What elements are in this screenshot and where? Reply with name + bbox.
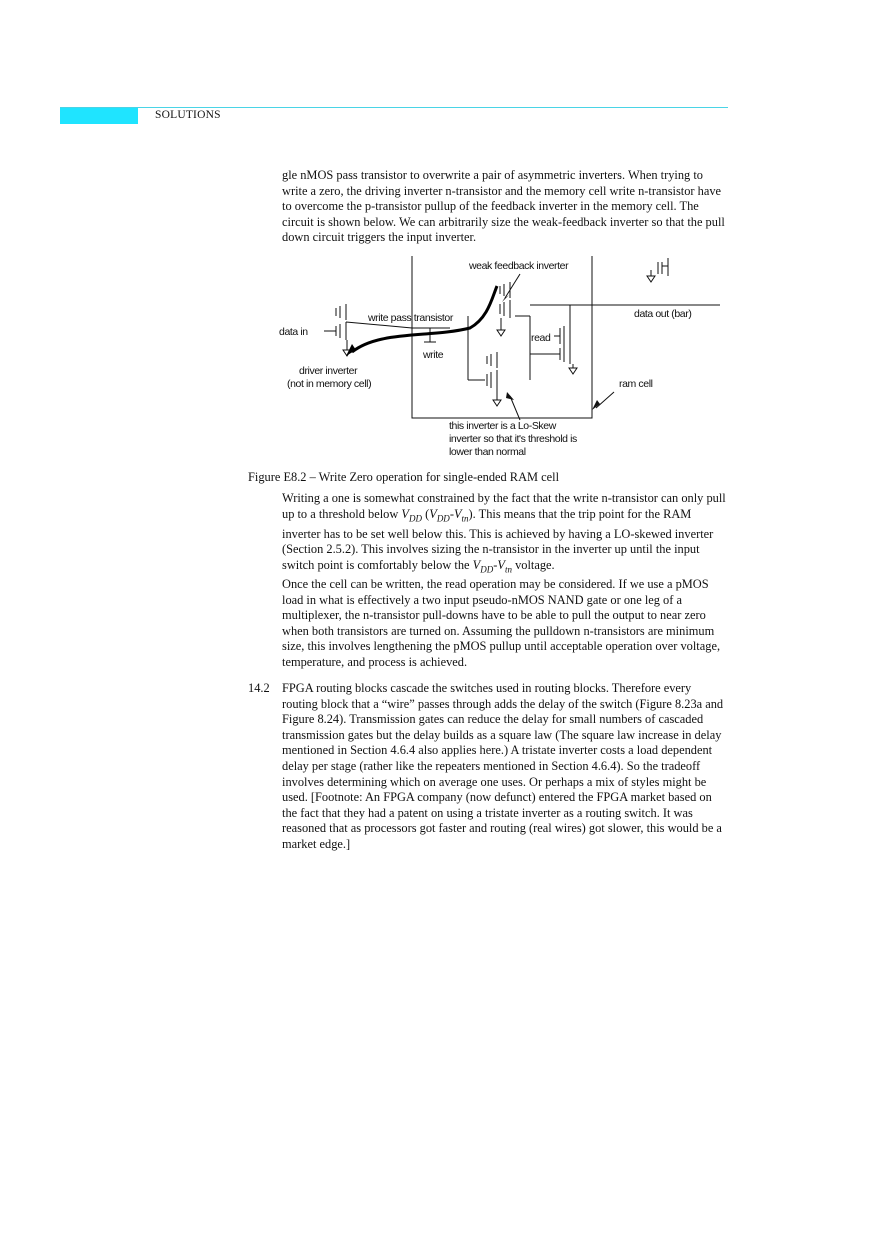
figure-caption: Figure E8.2 – Write Zero operation for single-ended RAM cell [248, 470, 560, 484]
header-rule [60, 107, 728, 108]
label-lo-skew-3: lower than normal [449, 446, 526, 458]
para-read: Once the cell can be written, the read operation may be considered. If we use a pMOS load in what is effectively a two input pseudo-nMOS NAND gate or one leg of a multiplexer, the n-transistor pull-downs have to be able to pull the output to near zero when both transistors are turned on. Assuming the pulldown n-transistors are minimum size, this involves lengthening the pMOS pullup until acceptable operation over voltage, temperature, and process is achieved. [282, 577, 721, 669]
label-read: read [531, 332, 551, 344]
label-write-pass: write pass transistor [368, 312, 453, 324]
label-ram-cell: ram cell [619, 378, 653, 390]
running-header: SOLUTIONS [155, 109, 221, 121]
label-weak-feedback: weak feedback inverter [469, 260, 569, 272]
label-data-in: data in [279, 326, 308, 338]
label-driver-1: driver inverter [299, 365, 358, 377]
item-number: 14.2 [248, 681, 270, 695]
page-number-tab [60, 108, 138, 124]
item-14-2-text: FPGA routing blocks cascade the switches used in routing blocks. Therefore every routing block that a “wire” passes through adds the delay of the switch (Figure 8.23a and Figure 8.24). Transmission gates can reduce the delay for small numbers of cascaded transmission gates but the delay builds as a square law (The square law increase in delay mentioned in Section 4.6.4 also applies here.) A tristate inverter costs a load dependent delay per stage (rather like the repeaters mentioned in Section 4.6.4). So the tradeoff involves determining which on average one uses. Or perhaps a mix of styles might be used. [Footnote: An FPGA company (now defunct) entered the FPGA market based on the fact that they had a patent on using a tristate inverter as a routing switch. It was reasoned that as processors got faster and routing (real wires) got slower, this would be a market edge.] [282, 681, 724, 851]
label-data-out: data out (bar) [634, 308, 692, 320]
ram-cell-diagram [0, 250, 880, 470]
para-write-one: Writing a one is somewhat constrained by the fact that the write n-transistor can only pull up to a threshold below $V_{DD}$ $(V_{DD}-V_{tn})$. This means that the trip point for the RAM inverter has to be set well below this. This is achieved by having a LO-skewed inverter (Section 2.5.2). This involves sizing the n-transistor in the inverter up until the input switch point is comfortably below the $V_{DD}-V_{tn}$ voltage. [282, 491, 726, 575]
intro-paragraph: gle nMOS pass transistor to overwrite a pair of asymmetric inverters. When trying to write a zero, the driving inverter n-transistor and the memory cell write n-transistor have to overcome the p-transistor pullup of the feedback inverter in the memory cell. The circuit is shown below. We can arbitrarily size the weak-feedback inverter so that the pull down circuit triggers the input inverter. [282, 168, 725, 245]
label-lo-skew-1: this inverter is a Lo-Skew [449, 420, 556, 432]
label-lo-skew-2: inverter so that it's threshold is [449, 433, 577, 445]
label-driver-2: (not in memory cell) [287, 378, 372, 390]
label-write: write [423, 349, 444, 361]
ram-cell-boundary [412, 256, 592, 418]
